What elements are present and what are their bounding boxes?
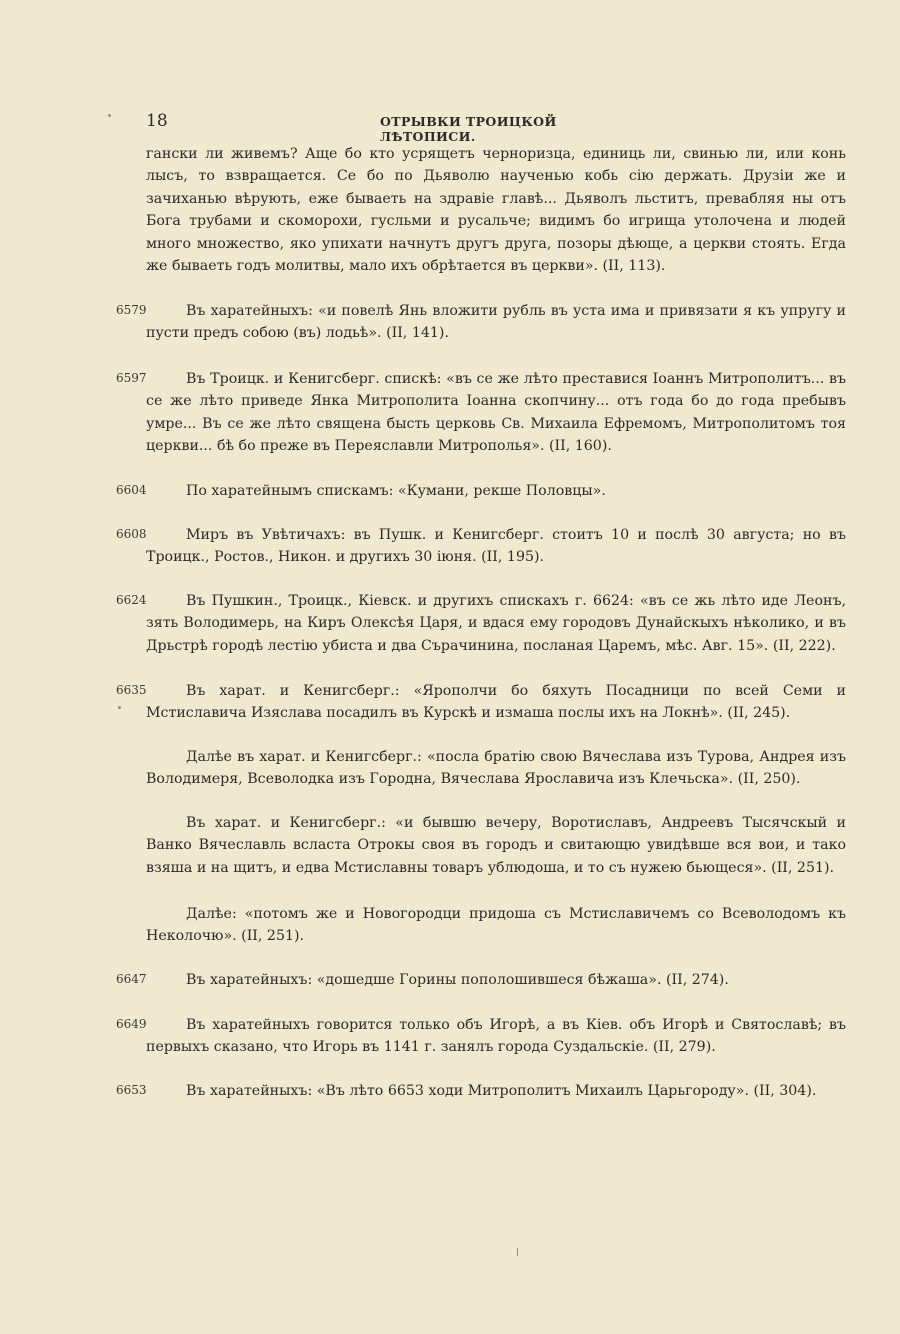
entry-text: Въ харат. и Кенигсберг.: «Ярополчи бо бяхуть Посадници по всей Семи и Мстиславича Изяслава посадилъ въ Курскѣ и измаша послы ихъ на Локнѣ». (II, 245).	[146, 683, 846, 722]
entry-6653	[116, 1080, 846, 1102]
entry-year: 6604	[116, 483, 147, 497]
entry-year: 6635	[116, 683, 147, 697]
entry-continuation	[146, 746, 846, 791]
entry-6647	[116, 969, 846, 991]
entry-text: Въ харатейныхъ: «Въ лѣто 6653 ходи Митрополитъ Михаилъ Царьгороду». (II, 304).	[186, 1083, 817, 1099]
entry-6649	[116, 1014, 846, 1059]
entry-text: Въ харатейныхъ: «дошедше Горины пополошившеся бѣжаша». (II, 274).	[186, 972, 729, 988]
running-title: ОТРЫВКИ ТРОИЦКОЙ ЛѢТОПИСИ.	[380, 114, 557, 144]
entry-year: 6597	[116, 371, 147, 385]
entry-year: 6579	[116, 303, 147, 317]
entry-text: По харатейнымъ спискамъ: «Кумани, рекше Половцы».	[186, 483, 606, 499]
entry-text: Въ харат. и Кенигсберг.: «и бывшю вечеру, Воротиславъ, Андреевъ Тысячскый и Ванко Вячеславль всласта Отрокы своя въ городъ и свитающю увидѣвше вся вои, и тако взяша и на щитъ, и едва Мстиславны товаръ ублюдоша, и то съ нужею бьющеся». (II, 251).	[146, 815, 846, 876]
entry-6597	[116, 368, 846, 458]
entry-continuation	[146, 143, 846, 277]
entry-text: Въ Пушкин., Троицк., Кіевск. и другихъ спискахъ г. 6624: «въ се жь лѣто иде Леонъ, зять Володимерь, на Киръ Олексѣя Царя, и вдася ему городовъ Дунайскыхъ нѣколико, и въ Дрьстрѣ городѣ лестію убиста и два Сърачинина, посланая Царемъ, мѣс. Авг. 15». (II, 222).	[146, 593, 846, 654]
entry-continuation	[146, 812, 846, 879]
entry-continuation	[146, 903, 846, 948]
entry-text: Въ Троицк. и Кенигсберг. спискѣ: «въ се же лѣто преставися Іоаннъ Митрополитъ... въ се же лѣто приведе Янка Митрополита Іоанна скопчину... отъ года бо до года пребывъ умре... Въ се же лѣто священа бысть церковь Св. Михаила Ефремомъ, Митрополитомъ тоя церкви... бѣ бо преже въ Переяславли Митрополья». (II, 160).	[146, 371, 846, 455]
entry-year: 6608	[116, 527, 147, 541]
entry-text: Далѣе: «потомъ же и Новогородци придоша съ Мстиславичемъ со Всеволодомъ къ Неколочю». (II, 251).	[146, 906, 846, 945]
entry-6608	[116, 524, 846, 569]
entry-text: Въ харатейныхъ: «и повелѣ Янь вложити рубль въ уста има и привязати я къ упругу и пусти предъ собою (въ) лодьѣ». (II, 141).	[146, 303, 846, 342]
entry-text: Миръ въ Увѣтичахъ: въ Пушк. и Кенигсберг. стоитъ 10 и послѣ 30 августа; но въ Троицк., Ростов., Никон. и другихъ 30 іюня. (II, 195).	[146, 527, 846, 566]
entry-6624	[116, 590, 846, 657]
entry-6579	[116, 300, 846, 345]
paper-speck	[517, 1248, 518, 1256]
paper-speck	[108, 114, 111, 117]
entry-text: Далѣе въ харат. и Кенигсберг.: «посла братію свою Вячеслава изъ Турова, Андрея изъ Володимеря, Всеволодка изъ Городна, Вячеслава Ярославича изъ Клечьска». (II, 250).	[146, 749, 846, 788]
entry-year: 6647	[116, 972, 147, 986]
entry-6604	[116, 480, 846, 502]
paper-speck	[118, 706, 121, 709]
page-number: 18	[146, 111, 168, 131]
entry-year: 6649	[116, 1017, 147, 1031]
entry-text: гански ли живемъ? Аще бо кто усрящетъ черноризца, единиць ли, свинью ли, или конь лысъ, то взвращается. Се бо по Дьяволю наученью кобь сію держать. Друзіи же и зачиханью вѣрують, еже бываеть на здравіе главѣ... Дьяволъ льститъ, превабляя ны отъ Бога трубами и скоморохи, гусльми и русальче; видимъ бо игрища утолочена и людей много множество, яко упихати начнутъ другъ друга, позоры дѣюще, а церкви стоять. Егда же бываеть годъ молитвы, мало ихъ обрѣтается въ церкви». (II, 113).	[146, 146, 846, 275]
entry-text: Въ харатейныхъ говорится только объ Игорѣ, а въ Кіев. объ Игорѣ и Святославѣ; въ первыхъ сказано, что Игорь въ 1141 г. занялъ города Суздальскіе. (II, 279).	[146, 1017, 846, 1056]
entry-6635	[116, 680, 846, 725]
entry-year: 6653	[116, 1083, 147, 1097]
entry-year: 6624	[116, 593, 147, 607]
